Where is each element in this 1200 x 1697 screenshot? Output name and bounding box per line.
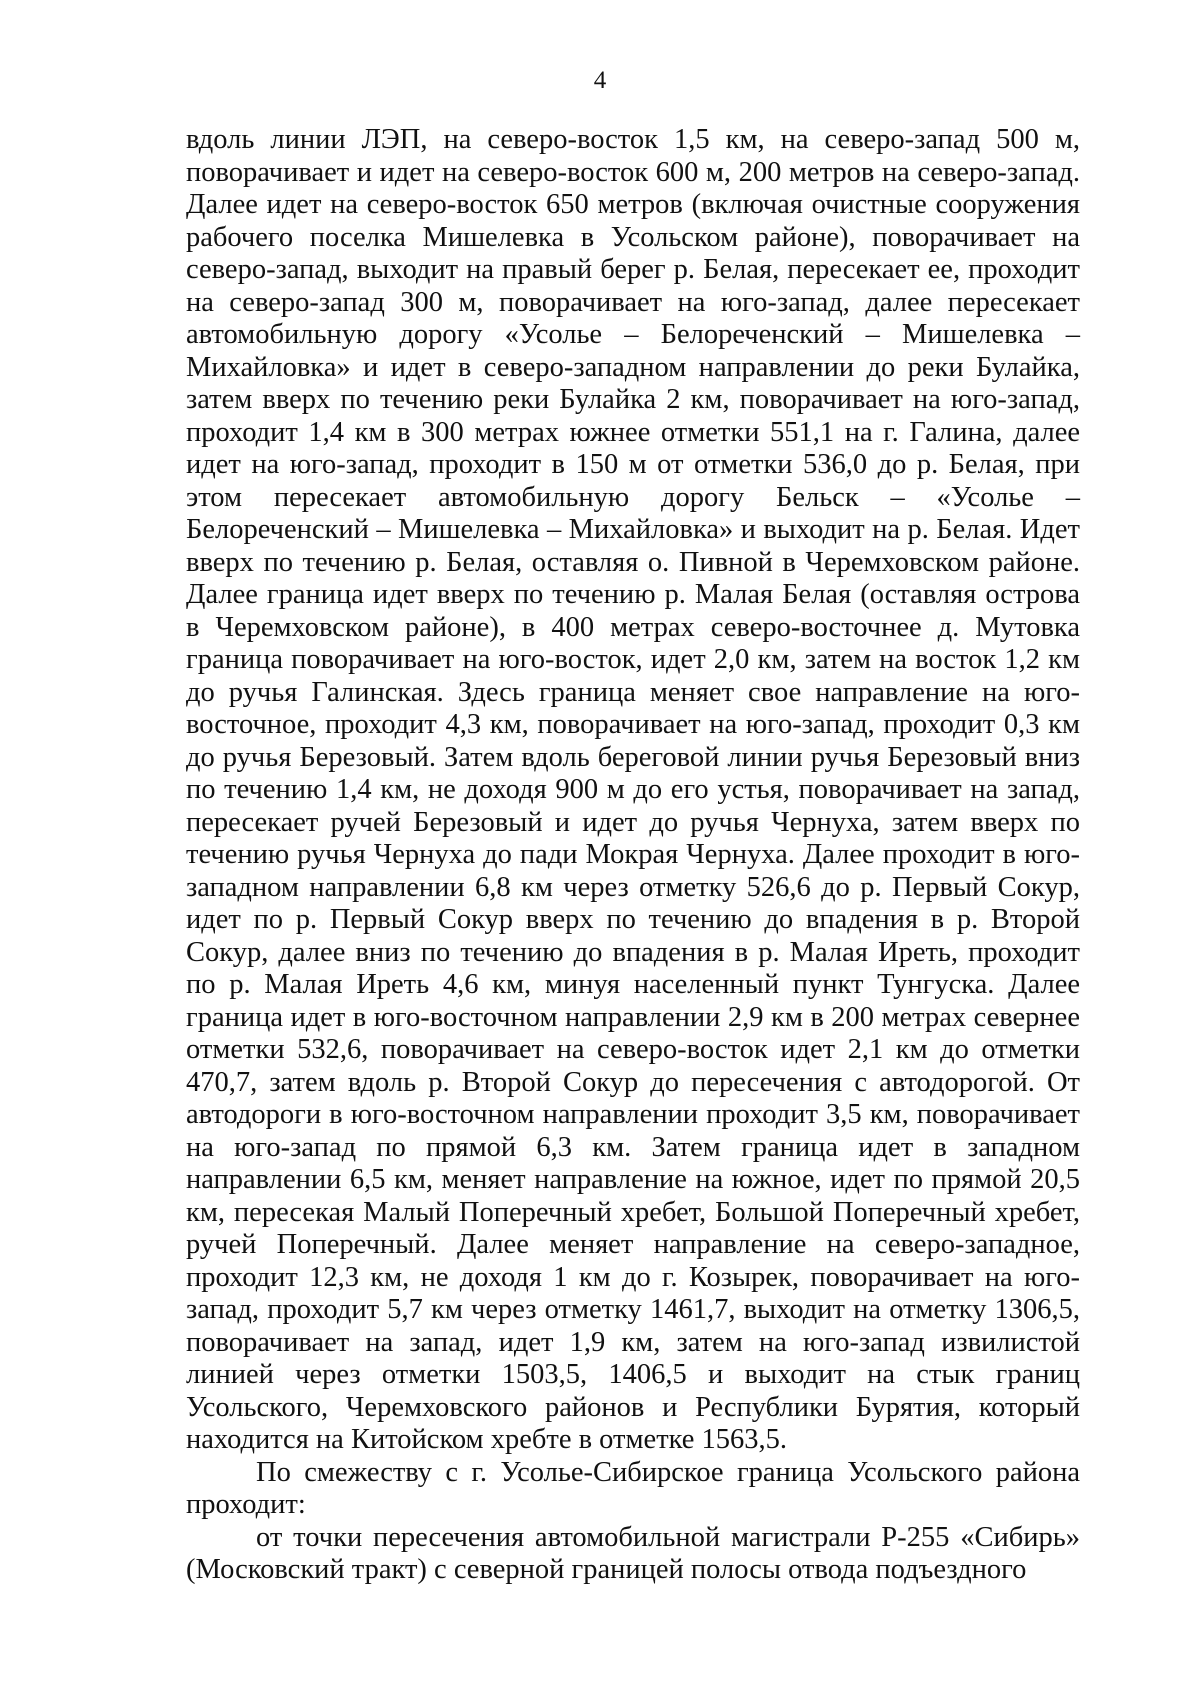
page-number: 4 [593, 67, 607, 94]
paragraph-boundary-description: вдоль линии ЛЭП, на северо-восток 1,5 км, на северо-запад 500 м, поворачивает и идет на северо-восток 600 м, 200 метров на северо-запад. Далее идет на северо-восток 650 метров (включая очистные сооружения рабочего поселка Мишелевка в Усольском районе), поворачивает на северо-запад, выходит на правый берег р. Белая, пересекает ее, проходит на северо-запад 300 м, поворачивает на юго-запад, далее пересекает автомобильную дорогу «Усолье – Белореченский – Мишелевка – Михайловка» и идет в северо-западном направлении до реки Булайка, затем вверх по течению реки Булайка 2 км, поворачивает на юго-запад, проходит 1,4 км в 300 метрах южнее отметки 551,1 на г. Галина, далее идет на юго-запад, проходит в 150 м от отметки 536,0 до р. Белая, при этом пересекает автомобильную дорогу Бельск – «Усолье – Белореченский – Мишелевка – Михайловка» и выходит на р. Белая. Идет вверх по течению р. Белая, оставляя о. Пивной в Черемховском районе. Далее граница идет вверх по течению р. Малая Белая (оставляя острова в Черемховском районе), в 400 метрах северо-восточнее д. Мутовка граница поворачивает на юго-восток, идет 2,0 км, затем на восток 1,2 км до ручья Галинская. Здесь граница меняет свое направление на юго-восточное, проходит 4,3 км, поворачивает на юго-запад, проходит 0,3 км до ручья Березовый. Затем вдоль береговой линии ручья Березовый вниз по течению 1,4 км, не доходя 900 м до его устья, поворачивает на запад, пересекает ручей Березовый и идет до ручья Чернуха, затем вверх по течению ручья Чернуха до пади Мокрая Чернуха. Далее проходит в юго-западном направлении 6,8 км через отметку 526,6 до р. Первый Сокур, идет по р. Первый Сокур вверх по течению до впадения в р. Второй Сокур, далее вниз по течению до впадения в р. Малая Иреть, проходит по р. Малая Иреть 4,6 км, минуя населенный пункт Тунгуска. Далее граница идет в юго-восточном направлении 2,9 км в 200 метрах севернее отметки 532,6, поворачивает на северо-восток идет 2,1 км до отметки 470,7, затем вдоль р. Второй Сокур до пересечения с автодорогой. От автодороги в юго-восточном направлении проходит 3,5 км, поворачивает на юго-запад по прямой 6,3 км. Затем граница идет в западном направлении 6,5 км, меняет направление на южное, идет по прямой 20,5 км, пересекая Малый Поперечный хребет, Большой Поперечный хребет, ручей Поперечный. Далее меняет направление на северо-западное, проходит 12,3 км, не доходя 1 км до г. Козырек, поворачивает на юго-запад, проходит 5,7 км через отметку 1461,7, выходит на отметку 1306,5, поворачивает на запад, идет 1,9 км, затем на юго-запад извилистой линией через отметки 1503,5, 1406,5 и выходит на стык границ Усольского, Черемховского районов и Республики Бурятия, который находится на Китойском хребте в отметке 1563,5. [186, 124, 1080, 1455]
paragraph-adjacency-intro: По смежеству с г. Усолье-Сибирское граница Усольского района проходит: [186, 1456, 1080, 1520]
document-body [186, 124, 1080, 1587]
paragraph-start-point: от точки пересечения автомобильной магистрали Р-255 «Сибирь» (Московский тракт) с северной границей полосы отвода подъездного [186, 1521, 1080, 1585]
